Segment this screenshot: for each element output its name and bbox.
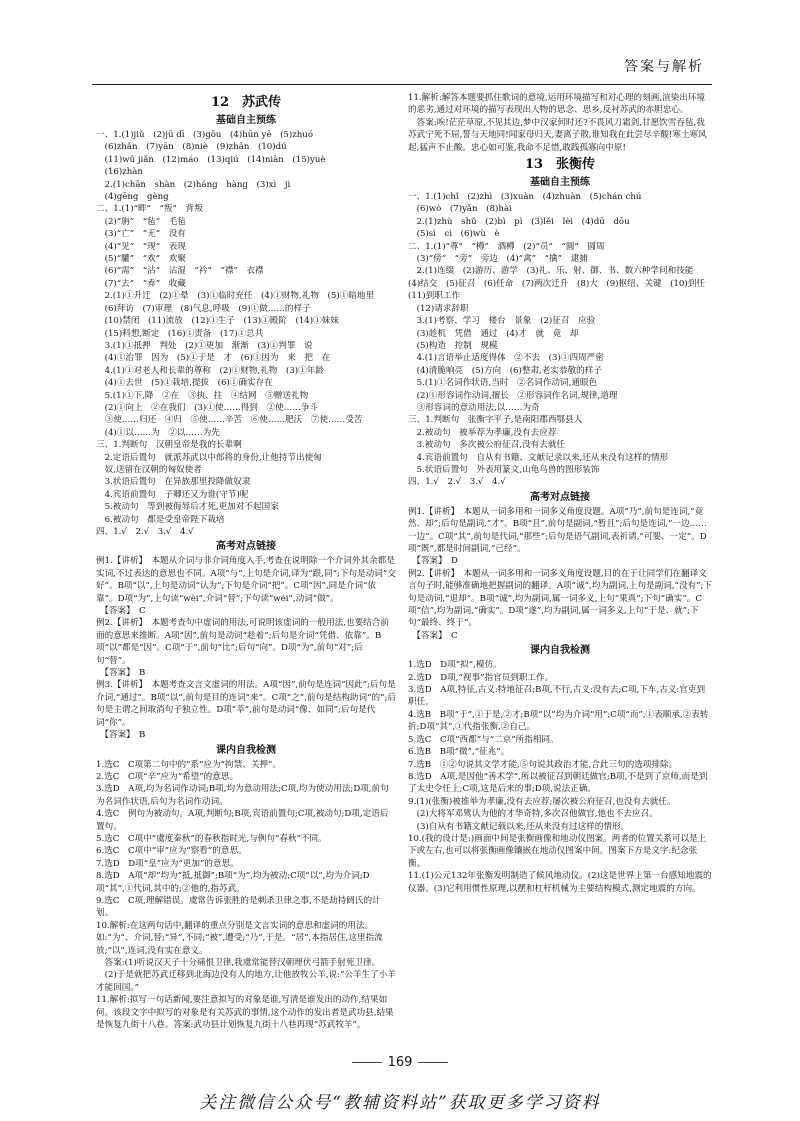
answer-line: 2.(1)chān shàn (2)háng hàng (3)xì jì — [96, 179, 291, 190]
answer-line: 5.(1)①下,降 ②在 ③执、拄 ④结网 ⑤赠送礼物 — [96, 390, 309, 401]
answer-line: 4.(1)①对老人和长辈的尊称 (2)①财物,礼物 (3)①年龄 — [96, 365, 324, 376]
answer-line: 例1.【讲析】 本题从介词与非介词角度入手,考查在说明除一个介词外其余都是实词,不过表达的意思也不同。A项“与”,上句是介词,译为“跟,同”;下句是动词“交好”。B项“以”,上句是动词“认为”;下句是介词“把”。C项“因”,同是介词“依靠”。D项“为”,上句读“wèi”,介词“替”;下句读“wéi”,动词“做”。 — [96, 556, 396, 604]
answer-line: 4.宾语前置句 子卿还又为谁(守节)呢 — [96, 489, 249, 500]
answer-line: 三、1.判断句 汉朝皇帝是我的长辈啊 — [96, 440, 242, 451]
answer-line: 5.状语后置句 外表用篆文,山龟鸟兽的图形装饰 — [408, 464, 600, 475]
header-rule — [92, 84, 712, 85]
answer-line: 2.选D D项,“视事”指官员到职工作。 — [408, 672, 554, 683]
answer-line: 2.定语后置句 就派苏武以中郎将的身份,让他持节出使匈 — [96, 452, 322, 463]
answer-line: 11.(1)公元132年张衡发明制造了候风地动仪。(2)这是世界上第一台感知地震的仪器。(3)它利用惯性原理,以摆和杠杆机械为主要结构模式,测定地震的方向。 — [408, 871, 712, 894]
answer-line: 【答案】 B — [96, 730, 146, 741]
answer-line: (10)禁闭 (11)流放 (12)①生子 (13)①殿阶 (14)①妹妹 — [96, 316, 339, 327]
section-heading: 基础自主预练 — [216, 115, 276, 126]
answer-line: (5)“驩” “欢” 欢聚 — [96, 254, 186, 265]
answer-line: (6)wò (7)yǎn (8)hài — [408, 204, 512, 215]
section-heading: 课内自我检测 — [216, 744, 276, 756]
answer-line: (15)料想,断定 (16)①责备 (17)①总共 — [96, 328, 264, 339]
answer-line: 10.解析:在这两句话中,翻译的重点分别是文言实词的意思和虚词的用法。如:“为”、介词,替;“异”,不同;“被”,遭受;“乃”,于是。“居”,本指居住,这里指流放;“以”,连词,没有实在意义。 — [96, 920, 383, 956]
answer-line: 二、1.(1)“畔” “叛” 背叛 — [96, 204, 203, 215]
section-heading: 课内自我检测 — [530, 645, 590, 657]
answer-line: 2.选C C项“辛”应为“希望”的意思。 — [96, 771, 239, 782]
answer-line: 5.(1)①名词作状语,当时 ②名词作动词,通眼色 — [408, 378, 598, 389]
answer-line: 4.选C 例句为被动句。A项,判断句;B项,宾语前置句;C项,被动句;D项,定语后置句。 — [96, 809, 389, 832]
answer-line: 【答案】 D — [408, 556, 458, 567]
answer-line: 3.选D A项,特征,古义:特地征召;B项,不行,古义:没有去;C项,下车,古义:官吏到职任。 — [408, 685, 706, 708]
answer-line: 5.选C C项中“虞度秦秋”的春秋指时光,与例句“春秋”不同。 — [96, 833, 327, 844]
answer-line: 【答案】 B — [96, 668, 146, 679]
answer-line: 10.(我的设计是:)画面中间是张衡画像和地动仪图案。两者的位置关系可以是上下或左右,也可以将张衡画像镶嵌在地动仪图案中间。图案下方是文字:纪念张衡。 — [408, 833, 707, 869]
answer-line: 一、1.(1)chǐ (2)zhì (3)xuàn (4)zhuàn (5)chán chú — [408, 192, 642, 203]
answer-line: 答案:唉!茫茫草原,不见其边,梦中汉家何时还?不畏风刀霜剑,甘愿饮雪吞毡,我苏武宁死不屈,誓与天地同!闻家母归天,妻离子散,谁知我在此尝尽辛酸!寒土寒风起,猛声不止酸。忠心如可鉴,我命不足惜,敢践孤寡向中原! — [408, 117, 707, 153]
answer-line: (5)构造 控制 规模 — [408, 340, 498, 351]
answer-line: 11.解析:解答本题要抓住歌词的意境,运用环境描写和对心理的刻画,渲染出环境的恶劣,通过对环境的描写表现出人物的思念、思乡,反衬苏武的赤胆忠心。 — [408, 93, 706, 116]
answer-line: 一、1.(1)jiǔ (2)jū dī (3)gōu (4)hūn yē (5)zhuó — [96, 130, 314, 140]
answer-line: (12)请求辞职 — [408, 303, 469, 314]
answer-line: (4)①治罪 因为 (5)①于是 才 (6)①因为 来 把 在 — [96, 353, 331, 364]
answer-line: 【答案】 C — [96, 606, 146, 617]
right-column — [408, 92, 712, 895]
answer-line: (2)大将军邓骘认为他的才华奇特,多次召他做官,他也不去应召。 — [408, 809, 658, 820]
answer-line: 3.(1)考察、学习 楼台 景象 (2)征召 应验 — [408, 316, 596, 327]
answer-line: 4.(1)言语举止适度得体 ②不去 (3)①四周严密 — [408, 353, 604, 364]
answer-line: 2.被动句 被举荐为孝廉,没有去应荐 — [408, 427, 557, 438]
answer-line: 4.选B B项“于”,①于是,②才;B项“以”均为介词“用”;C项“而”,①表顺承,②表转折;D项“其”,①代指张衡,②自己。 — [408, 709, 709, 733]
answer-line: 6.选B B项“微”,“征兆”。 — [408, 747, 510, 758]
answer-line: 7.选D D项“皇”应为“更加”的意思。 — [96, 858, 239, 869]
answer-line: (4)“见” “现” 表现 — [96, 241, 186, 252]
answer-line: 2.(1)zhù shǔ (2)bì pì (3)lěi lèi (4)dū dōu — [408, 216, 630, 227]
lesson-title: 13 张衡传 — [524, 157, 596, 173]
answer-line: (4)①以……为 ②以……为先 — [96, 427, 220, 438]
answer-line: (6)“需” “沾” 沾湿 “衿” “襟” 衣襟 — [96, 266, 264, 277]
answer-line: 8.选D A项“却”均为“抵,抵御”;B项“为”,均为被动;C项“以”,均为介词;D项“其”,①代词,其中的;②他的,指苏武。 — [96, 871, 370, 894]
answer-line: ③使……归还 ④归 ⑤使……辛苦 ⑥使……肥沃 ⑦使……受苦 — [96, 415, 363, 426]
answer-line: 3.选D A项,均为名词作动词;B项,均为意动用法;C项,均为使动用法;D项,前句为名词作状语,后句为名词作动词。 — [96, 784, 389, 807]
section-heading: 高考对点链接 — [216, 541, 276, 553]
answer-line: 6.被动句 都是受皇帝陛下栽培 — [96, 514, 225, 525]
header-title: 答案与解析 — [624, 59, 704, 75]
answer-line: (4)清脆响亮 (5)方向 (6)整肃,老实恭敬的样子 — [408, 365, 602, 376]
answer-line: 5.选C C项“西都”与“二京”所指相同。 — [408, 734, 559, 745]
section-heading: 基础自主预练 — [530, 177, 590, 189]
section-heading: 高考对点链接 — [530, 491, 590, 503]
answer-line: (3)自从有书籍文献记载以来,还从来没有过这样的情形。 — [408, 821, 630, 832]
answer-line: (3)趁机 凭借 通过 (4)才 就 竟 却 — [408, 328, 579, 339]
answer-line: (3)“亡” “无” 没有 — [96, 229, 186, 240]
answer-line: (2)①向上 ②在我们 (3)①使……得到 ②使……争斗 — [96, 402, 319, 413]
answer-line: 三、1.判断句 张衡字平子,是南阳郡西鄂县人 — [408, 415, 583, 426]
answer-line: 例3.【讲析】 本题考查文言文虚词的用法。A项“因”,前句是连词“因此”;后句是介词,“通过”。B项“以”,前句是目的连词“来”。C项“之”,前句是结构助词“的”;后句是主谓之间取消句子独立性。D项“莘”,前句是动词“像、如同”;后句是代词“你”。 — [96, 680, 396, 728]
answer-line: (2)于是就把苏武迁移到北海边没有人的地方,让他放牧公羊,说:“公羊生了小羊才能回国。” — [96, 970, 396, 993]
answer-line: 6.选C C项中“审”应为“察看”的意思。 — [96, 846, 247, 857]
answer-line: 9.选C C项,理解错误。虞常告诉张胜的是刺杀卫律之事,不是劫持阏氏的计划。 — [96, 895, 381, 919]
answer-line: (2)“旃” “毡” 毛毡 — [96, 216, 186, 227]
answer-line: 4.宾语前置句 自从有书籍、文献记录以来,还从来没有这样的情形 — [408, 452, 669, 463]
answer-line: (5)sì cì (6)wù è — [408, 229, 500, 240]
answer-line: (4)①去世 (5)①栽培,提拔 (6)①确实存在 — [96, 378, 273, 389]
answer-line: (16)zhàn — [96, 167, 143, 178]
answer-line: (7)“去” “弆” 收藏 — [96, 278, 186, 289]
answer-line: 7.选B ①②句说其文学才能,⑤句说其政治才能,合此三句的选项排除。 — [408, 759, 678, 770]
footer-note: 关注微信公众号“教辅资料站”获取更多学习资料 — [199, 1093, 601, 1113]
answer-line: 1.选C C项第二句中的“系”应为“拘禁、关押”。 — [96, 759, 282, 770]
page-number-text: 169 — [387, 1055, 413, 1070]
answer-line: 3.被动句 多次被公府征召,没有去就任 — [408, 440, 566, 451]
answer-line: 11.解析:拟写一句话新闻,要注意拟写的对象是谁,写清是谁发出的动作,结果如何。该段文字中拟写的对象是有关苏武的事情,这个动作的发出者是武功县,结果是恢复九街十八巷。答案:武功县计划恢复九街十八巷再现“苏武牧羊”。 — [96, 995, 394, 1031]
answer-line: (2)①形容词作动词,擅长 ②形容词作名词,规律,道理 — [408, 390, 618, 401]
answer-line: (4)gēng gèng — [96, 192, 169, 203]
answer-line: 1.选D D项“拟”,模仿。 — [408, 660, 502, 671]
answer-line: 3.状语后置句 在异族那里投降做奴隶 — [96, 477, 251, 488]
answer-line: (6)拜访 (7)审理 (8)气息,呼吸 (9)①做……的样子 — [96, 303, 311, 314]
answer-line: 2.(1)①升迁 (2)①晕 (3)①临时充任 (4)①财物,礼物 (5)①暗地里 — [96, 291, 375, 302]
answer-line: 例1.【讲析】 本题从一词多用和一词多义角度设题。A项“乃”,前句是连词,“竟然、却”;后句是副词,“才”。B项“且”,前句是副词,“暂且”;后句是连词,“一边……一边”。C项“其”,前句是代词,“那些”;后句是语气副词,表祈请,“可要、一定”。D项“既”,都是时间副词,“已经”。 — [408, 506, 707, 554]
answer-line: 2.(1)连缀 (2)游历、游学 (3)礼、乐、射、御、书、数六种学问和技能 (4)结交 (5)征召 (6)任命 (7)两次迁升 (8)大 (9)枢纽、关键 (10)到任 (11)到职工作 — [408, 266, 714, 302]
answer-line: 3.(1)①抵押 判处 (2)①更加 渐渐 (3)①判罪 说 — [96, 340, 313, 351]
answer-line: (11)wǔ jiǎn (12)máo (13)qiú (14)niàn (15)yuè — [96, 154, 326, 165]
answer-line: 答案:(1)听说汉天子十分痛恨卫律,我虞常能替汉朝埋伏弓箭手射死卫律。 — [96, 958, 381, 968]
answer-line: (3)“傍” “旁” 旁边 (4)“禽” “擒” 逮捕 — [408, 254, 588, 265]
left-column — [96, 92, 396, 1031]
answer-line: 8.选D A项,是因他“善术学”,所以被征召到朝廷做官;B项,不是到了京师,而是到了太史令任上;C项,这是后来的事;D项,说法正确。 — [408, 771, 708, 795]
answer-line: 四、1.√ 2.√ 3.√ 4.√ — [96, 527, 194, 537]
answer-line: 奴,送留在汉朝的匈奴使者 — [96, 464, 202, 475]
answer-line: 5.被动句 等到被侮辱后才死,更加对不起国家 — [96, 502, 279, 513]
answer-line: 9.(1)(张衡)被推举为孝廉,没有去应荐;屡次被公府征召,也没有去就任。 — [408, 796, 676, 807]
answer-line: (6)zhǎn (7)yān (8)niè (9)zhān (10)dú — [96, 142, 287, 153]
answer-line: ③形容词的意动用法,以……为奇 — [408, 402, 540, 413]
answer-line: 【答案】 C — [408, 630, 458, 641]
answer-line: 例2.【讲析】 本题从一词多用和一词多义角度设题,目的在于让同学们在翻译文言句子时,能够准确地把握副词的翻译。A项“诚”,均为副词,上句是副词,“没有”;下句是动词,“退却”。B项“诚”,均为副词,属一词多义,上句“果真”;下句“确实”。C项“信”,均为副词,“确实”。D项“遂”,均为副词,属一词多义,上句“于是、就”;下句“最终、终于”。 — [408, 568, 713, 629]
answer-line: 二、1.(1)“尊” “樽” 酒樽 (2)“员” “圆” 圆周 — [408, 241, 605, 252]
page-number — [0, 1055, 800, 1070]
answer-line: 四、1.√ 2.√ 3.√ 4.√ — [408, 477, 506, 488]
lesson-title: 12 苏武传 — [210, 95, 282, 110]
answer-line: 例2.【讲析】 本题考查句中虚词的用法,可说明该虚词的一般用法,也要结合前面的意思来推断。A项“因”,前句是动词“趁着”;后句是介词“凭借、依靠”。B项“以”都是“因”。C项“于”,前句“比”;后句“向”。D项“为”,前句“对”;后句“替”。 — [96, 618, 389, 666]
